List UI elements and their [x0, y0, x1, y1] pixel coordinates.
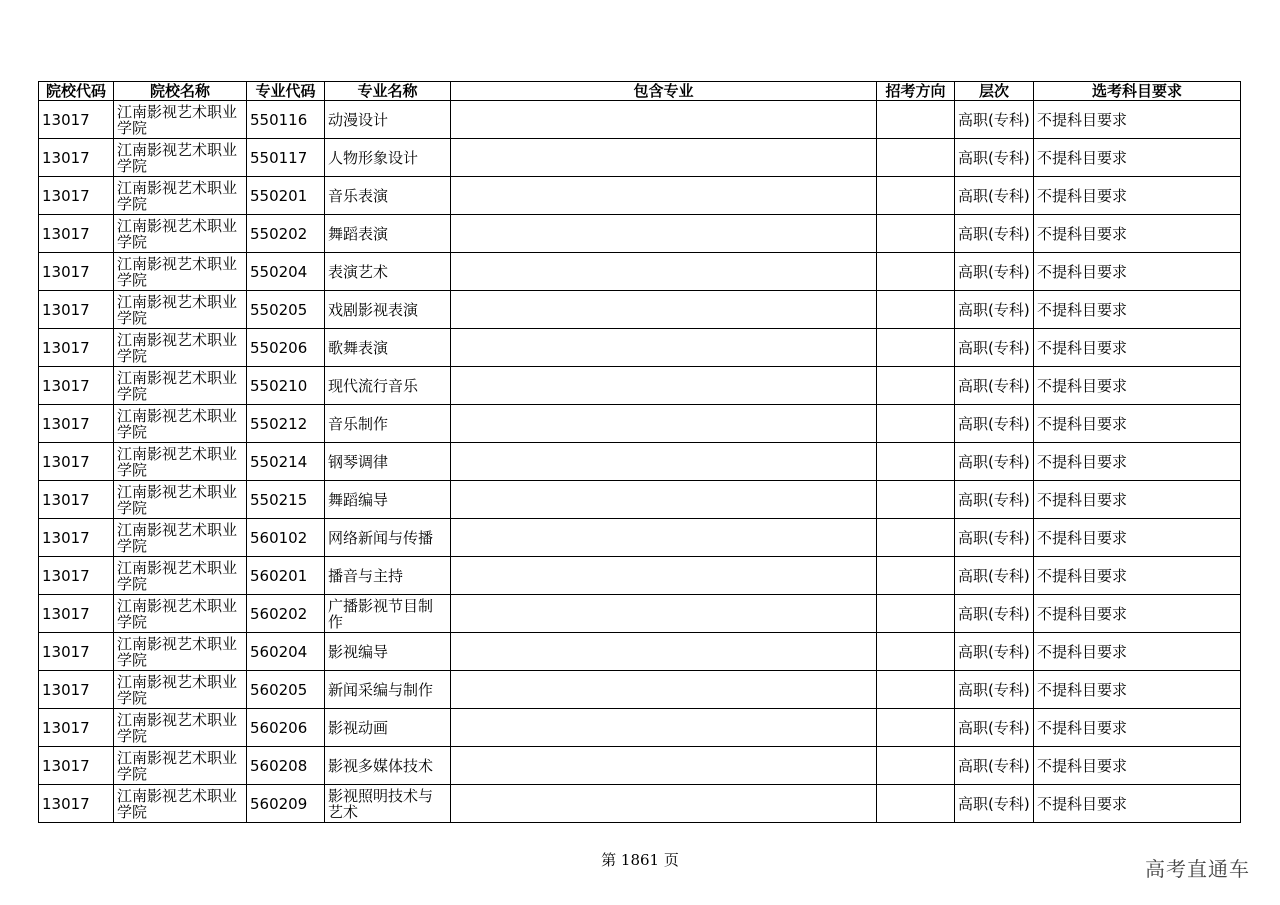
cell-included-majors	[451, 367, 877, 405]
cell-major-code: 560208	[247, 747, 325, 785]
cell-level: 高职(专科)	[955, 785, 1034, 823]
cell-major-name: 现代流行音乐	[325, 367, 451, 405]
cell-major-name: 音乐制作	[325, 405, 451, 443]
cell-school-code: 13017	[39, 519, 114, 557]
cell-school-name: 江南影视艺术职业学院	[114, 671, 247, 709]
cell-major-code: 560204	[247, 633, 325, 671]
table-row	[39, 785, 1241, 823]
cell-major-name: 播音与主持	[325, 557, 451, 595]
table-row	[39, 139, 1241, 177]
cell-major-name: 影视编导	[325, 633, 451, 671]
cell-level: 高职(专科)	[955, 557, 1034, 595]
cell-included-majors	[451, 291, 877, 329]
cell-level: 高职(专科)	[955, 747, 1034, 785]
cell-school-name: 江南影视艺术职业学院	[114, 329, 247, 367]
table-row	[39, 709, 1241, 747]
cell-school-code: 13017	[39, 443, 114, 481]
cell-included-majors	[451, 595, 877, 633]
cell-school-name: 江南影视艺术职业学院	[114, 709, 247, 747]
header-direction: 招考方向	[877, 82, 955, 101]
cell-included-majors	[451, 329, 877, 367]
watermark: 高考直通车	[1145, 857, 1250, 881]
cell-major-code: 550116	[247, 101, 325, 139]
header-level: 层次	[955, 82, 1034, 101]
cell-school-name: 江南影视艺术职业学院	[114, 747, 247, 785]
cell-major-name: 影视多媒体技术	[325, 747, 451, 785]
cell-major-name: 影视动画	[325, 709, 451, 747]
table-row	[39, 367, 1241, 405]
cell-subject-requirement: 不提科目要求	[1034, 367, 1241, 405]
cell-school-code: 13017	[39, 177, 114, 215]
page-number: 第 1861 页	[601, 851, 679, 869]
cell-subject-requirement: 不提科目要求	[1034, 177, 1241, 215]
cell-school-name: 江南影视艺术职业学院	[114, 215, 247, 253]
cell-school-code: 13017	[39, 329, 114, 367]
cell-school-code: 13017	[39, 367, 114, 405]
cell-major-name: 歌舞表演	[325, 329, 451, 367]
cell-major-code: 550205	[247, 291, 325, 329]
table-row	[39, 633, 1241, 671]
cell-major-name: 舞蹈表演	[325, 215, 451, 253]
cell-school-name: 江南影视艺术职业学院	[114, 633, 247, 671]
cell-level: 高职(专科)	[955, 253, 1034, 291]
cell-included-majors	[451, 671, 877, 709]
cell-major-name: 动漫设计	[325, 101, 451, 139]
cell-major-name: 音乐表演	[325, 177, 451, 215]
cell-included-majors	[451, 177, 877, 215]
cell-school-code: 13017	[39, 671, 114, 709]
cell-included-majors	[451, 633, 877, 671]
cell-school-name: 江南影视艺术职业学院	[114, 785, 247, 823]
table-row	[39, 329, 1241, 367]
cell-level: 高职(专科)	[955, 595, 1034, 633]
cell-level: 高职(专科)	[955, 481, 1034, 519]
cell-subject-requirement: 不提科目要求	[1034, 329, 1241, 367]
table-row	[39, 519, 1241, 557]
cell-subject-requirement: 不提科目要求	[1034, 101, 1241, 139]
cell-subject-requirement: 不提科目要求	[1034, 785, 1241, 823]
table-row	[39, 177, 1241, 215]
cell-school-name: 江南影视艺术职业学院	[114, 595, 247, 633]
cell-major-code: 560102	[247, 519, 325, 557]
cell-school-name: 江南影视艺术职业学院	[114, 101, 247, 139]
cell-subject-requirement: 不提科目要求	[1034, 215, 1241, 253]
cell-subject-requirement: 不提科目要求	[1034, 481, 1241, 519]
cell-direction	[877, 101, 955, 139]
cell-level: 高职(专科)	[955, 329, 1034, 367]
cell-included-majors	[451, 139, 877, 177]
table-row	[39, 747, 1241, 785]
cell-included-majors	[451, 405, 877, 443]
cell-level: 高职(专科)	[955, 709, 1034, 747]
cell-major-code: 560205	[247, 671, 325, 709]
table-row	[39, 405, 1241, 443]
cell-major-code: 550202	[247, 215, 325, 253]
cell-major-code: 560206	[247, 709, 325, 747]
cell-level: 高职(专科)	[955, 291, 1034, 329]
cell-major-name: 舞蹈编导	[325, 481, 451, 519]
cell-level: 高职(专科)	[955, 367, 1034, 405]
cell-included-majors	[451, 253, 877, 291]
cell-major-code: 550204	[247, 253, 325, 291]
cell-direction	[877, 747, 955, 785]
cell-direction	[877, 291, 955, 329]
cell-subject-requirement: 不提科目要求	[1034, 291, 1241, 329]
cell-subject-requirement: 不提科目要求	[1034, 633, 1241, 671]
cell-school-code: 13017	[39, 633, 114, 671]
cell-school-name: 江南影视艺术职业学院	[114, 367, 247, 405]
cell-school-code: 13017	[39, 557, 114, 595]
cell-direction	[877, 481, 955, 519]
cell-subject-requirement: 不提科目要求	[1034, 671, 1241, 709]
cell-major-name: 戏剧影视表演	[325, 291, 451, 329]
table-row	[39, 443, 1241, 481]
cell-included-majors	[451, 747, 877, 785]
table-row	[39, 557, 1241, 595]
cell-school-code: 13017	[39, 785, 114, 823]
table-row	[39, 595, 1241, 633]
table-body	[39, 101, 1241, 823]
cell-major-name: 钢琴调律	[325, 443, 451, 481]
cell-direction	[877, 671, 955, 709]
cell-level: 高职(专科)	[955, 215, 1034, 253]
cell-included-majors	[451, 709, 877, 747]
table-row	[39, 481, 1241, 519]
cell-major-code: 550212	[247, 405, 325, 443]
cell-school-code: 13017	[39, 405, 114, 443]
cell-school-name: 江南影视艺术职业学院	[114, 291, 247, 329]
cell-subject-requirement: 不提科目要求	[1034, 747, 1241, 785]
cell-included-majors	[451, 443, 877, 481]
table-row	[39, 291, 1241, 329]
cell-level: 高职(专科)	[955, 405, 1034, 443]
cell-subject-requirement: 不提科目要求	[1034, 253, 1241, 291]
cell-major-code: 550117	[247, 139, 325, 177]
table-row	[39, 101, 1241, 139]
cell-subject-requirement: 不提科目要求	[1034, 519, 1241, 557]
header-major-name: 专业名称	[325, 82, 451, 101]
cell-major-name: 表演艺术	[325, 253, 451, 291]
cell-school-name: 江南影视艺术职业学院	[114, 177, 247, 215]
cell-major-code: 550214	[247, 443, 325, 481]
cell-level: 高职(专科)	[955, 519, 1034, 557]
header-included-majors: 包含专业	[451, 82, 877, 101]
header-major-code: 专业代码	[247, 82, 325, 101]
cell-major-name: 影视照明技术与艺术	[325, 785, 451, 823]
cell-school-name: 江南影视艺术职业学院	[114, 557, 247, 595]
cell-subject-requirement: 不提科目要求	[1034, 405, 1241, 443]
cell-school-code: 13017	[39, 481, 114, 519]
cell-major-code: 560202	[247, 595, 325, 633]
cell-included-majors	[451, 557, 877, 595]
cell-subject-requirement: 不提科目要求	[1034, 443, 1241, 481]
cell-included-majors	[451, 101, 877, 139]
cell-direction	[877, 595, 955, 633]
cell-direction	[877, 177, 955, 215]
cell-direction	[877, 443, 955, 481]
cell-direction	[877, 785, 955, 823]
cell-included-majors	[451, 785, 877, 823]
cell-subject-requirement: 不提科目要求	[1034, 139, 1241, 177]
cell-major-code: 550201	[247, 177, 325, 215]
cell-direction	[877, 519, 955, 557]
cell-school-code: 13017	[39, 101, 114, 139]
cell-included-majors	[451, 215, 877, 253]
cell-direction	[877, 367, 955, 405]
cell-major-code: 560201	[247, 557, 325, 595]
cell-school-code: 13017	[39, 253, 114, 291]
header-school-code: 院校代码	[39, 82, 114, 101]
table-row	[39, 253, 1241, 291]
cell-direction	[877, 215, 955, 253]
cell-school-name: 江南影视艺术职业学院	[114, 139, 247, 177]
cell-level: 高职(专科)	[955, 633, 1034, 671]
cell-school-name: 江南影视艺术职业学院	[114, 519, 247, 557]
cell-direction	[877, 557, 955, 595]
cell-subject-requirement: 不提科目要求	[1034, 557, 1241, 595]
cell-school-code: 13017	[39, 747, 114, 785]
cell-level: 高职(专科)	[955, 443, 1034, 481]
cell-level: 高职(专科)	[955, 101, 1034, 139]
header-subject-requirement: 选考科目要求	[1034, 82, 1241, 101]
cell-school-name: 江南影视艺术职业学院	[114, 253, 247, 291]
cell-school-name: 江南影视艺术职业学院	[114, 443, 247, 481]
table-row	[39, 215, 1241, 253]
header-school-name: 院校名称	[114, 82, 247, 101]
cell-level: 高职(专科)	[955, 671, 1034, 709]
cell-direction	[877, 405, 955, 443]
cell-school-name: 江南影视艺术职业学院	[114, 481, 247, 519]
cell-direction	[877, 139, 955, 177]
cell-direction	[877, 709, 955, 747]
cell-subject-requirement: 不提科目要求	[1034, 709, 1241, 747]
cell-major-name: 网络新闻与传播	[325, 519, 451, 557]
cell-level: 高职(专科)	[955, 139, 1034, 177]
cell-major-code: 560209	[247, 785, 325, 823]
cell-included-majors	[451, 519, 877, 557]
cell-school-code: 13017	[39, 709, 114, 747]
cell-major-code: 550215	[247, 481, 325, 519]
cell-level: 高职(专科)	[955, 177, 1034, 215]
table-row	[39, 671, 1241, 709]
cell-direction	[877, 329, 955, 367]
cell-school-code: 13017	[39, 595, 114, 633]
cell-school-name: 江南影视艺术职业学院	[114, 405, 247, 443]
cell-direction	[877, 253, 955, 291]
cell-major-code: 550206	[247, 329, 325, 367]
enrollment-table	[38, 81, 1241, 823]
cell-direction	[877, 633, 955, 671]
cell-major-name: 人物形象设计	[325, 139, 451, 177]
cell-school-code: 13017	[39, 291, 114, 329]
cell-major-name: 新闻采编与制作	[325, 671, 451, 709]
cell-included-majors	[451, 481, 877, 519]
cell-school-code: 13017	[39, 215, 114, 253]
cell-major-name: 广播影视节目制作	[325, 595, 451, 633]
cell-school-code: 13017	[39, 139, 114, 177]
cell-major-code: 550210	[247, 367, 325, 405]
cell-subject-requirement: 不提科目要求	[1034, 595, 1241, 633]
table-header-row	[39, 82, 1241, 101]
